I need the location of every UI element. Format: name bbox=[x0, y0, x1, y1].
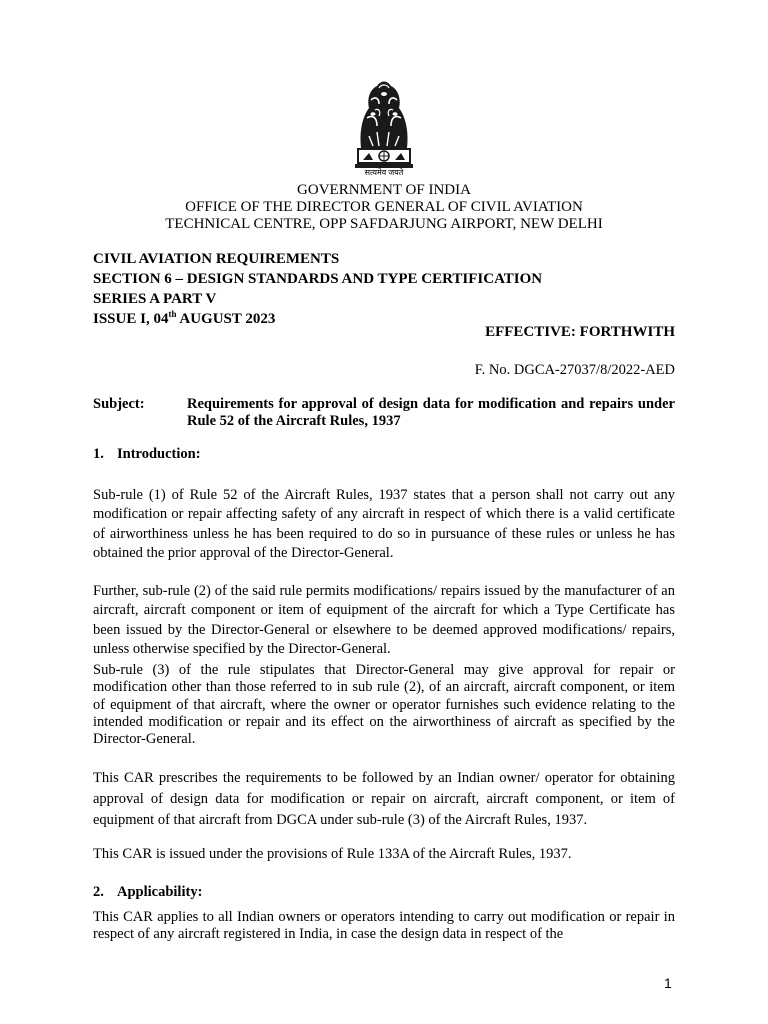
issue-suffix: AUGUST 2023 bbox=[176, 311, 276, 327]
header-line-address: TECHNICAL CENTRE, OPP SAFDARJUNG AIRPORT, NEW DELHI bbox=[165, 216, 603, 232]
car-series: SERIES A PART V bbox=[93, 291, 217, 307]
paragraph: This CAR applies to all Indian owners or operators intending to carry out modification or repair in respect of any aircraft registered in India, in case the design data in respect of the bbox=[93, 909, 675, 943]
section-title: Applicability: bbox=[117, 884, 203, 900]
subject-block bbox=[93, 396, 675, 430]
subject-label: Subject: bbox=[93, 396, 145, 412]
paragraph: Sub-rule (1) of Rule 52 of the Aircraft Rules, 1937 states that a person shall not carry out any modification or repair affecting safety of any aircraft in respect of which there is a valid certificate of airworthiness unless he has been required to do so in pursuance of these rules or unless he has obtained the prior approval of the Director-General. bbox=[93, 487, 675, 561]
paragraph: This CAR is issued under the provisions of Rule 133A of the Aircraft Rules, 1937. bbox=[93, 846, 572, 862]
section-heading-applicability bbox=[93, 884, 202, 901]
car-section: SECTION 6 – DESIGN STANDARDS AND TYPE CERTIFICATION bbox=[93, 271, 543, 287]
header-line-office: OFFICE OF THE DIRECTOR GENERAL OF CIVIL AVIATION bbox=[185, 199, 583, 215]
paragraph: Further, sub-rule (2) of the said rule permits modifications/ repairs issued by the manufacturer of an aircraft, aircraft component or item of equipment of the aircraft for which a Type Certificate has been issued by the Director-General or elsewhere to be deemed approved modifications/ repairs, unless otherwise specified by the Director-General. bbox=[93, 583, 675, 657]
issue-prefix: ISSUE I, 04 bbox=[93, 311, 169, 327]
paragraph: Sub-rule (3) of the rule stipulates that Director-General may give approval for repair or modification other than those referred to in sub rule (2), of an aircraft, aircraft component, or item of equipment of that aircraft, where the owner or operator furnishes such evidence relating to the intended modification or repair and its effect on the airworthiness of aircraft as specified by the Director-General. bbox=[93, 662, 675, 748]
file-number: F. No. DGCA-27037/8/2022-AED bbox=[474, 362, 675, 378]
issue-superscript: th bbox=[168, 309, 177, 319]
section-heading-introduction bbox=[93, 446, 201, 463]
subject-text: Requirements for approval of design data for modification and repairs under Rule 52 of the Aircraft Rules, 1937 bbox=[187, 396, 675, 429]
car-title-block bbox=[93, 249, 542, 329]
paragraph: This CAR prescribes the requirements to be followed by an Indian owner/ operator for obtaining approval of design data for modification or repair on aircraft, aircraft component, or item of equipment of that aircraft from DGCA under sub-rule (3) of the Aircraft Rules, 1937. bbox=[93, 770, 675, 828]
section-number: 1. bbox=[93, 446, 104, 462]
emblem-motto: सत्यमेव जयते bbox=[364, 168, 404, 177]
car-title: CIVIL AVIATION REQUIREMENTS bbox=[93, 251, 340, 267]
section-title: Introduction: bbox=[117, 446, 201, 462]
page-number: 1 bbox=[664, 975, 672, 991]
car-issue bbox=[93, 309, 542, 329]
national-emblem-icon bbox=[349, 70, 419, 178]
government-header bbox=[0, 182, 768, 233]
section-number: 2. bbox=[93, 884, 104, 900]
effective-date: EFFECTIVE: FORTHWITH bbox=[485, 324, 675, 340]
header-line-government: GOVERNMENT OF INDIA bbox=[297, 182, 471, 198]
